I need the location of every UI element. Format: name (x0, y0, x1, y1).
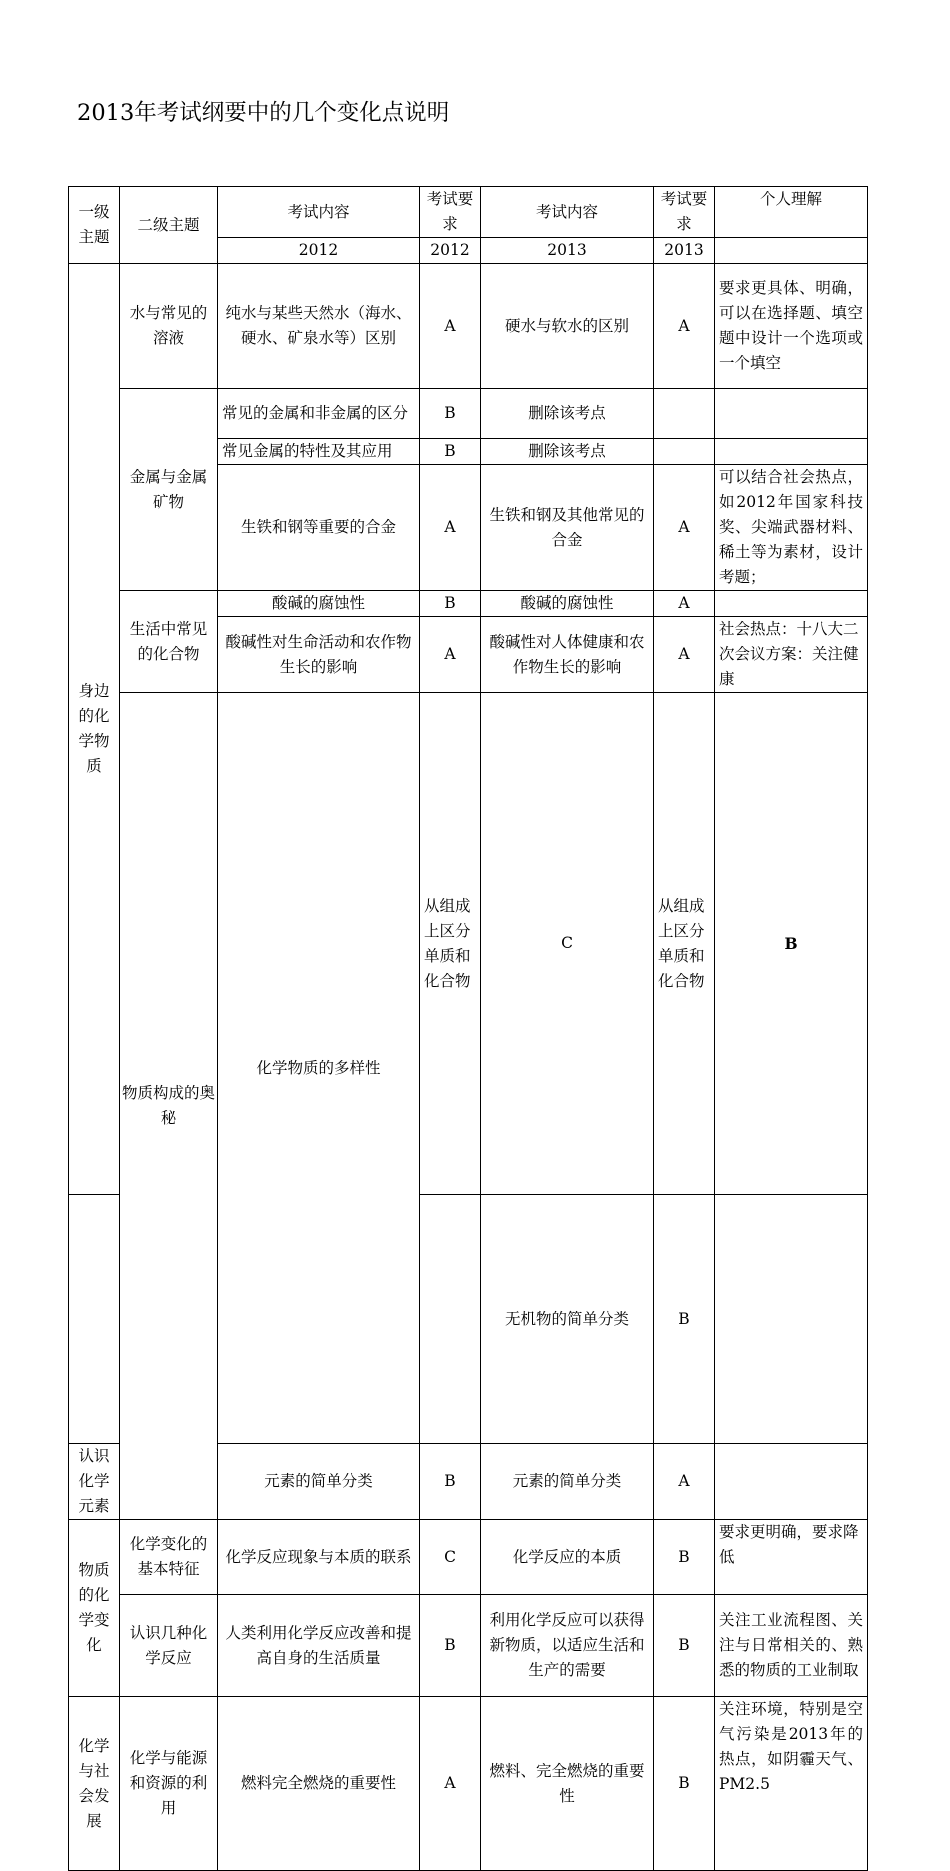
header-content-2013: 考试内容 (481, 187, 654, 238)
requirement-2012-cell: C (481, 693, 654, 1195)
requirement-2013-cell: A (654, 591, 715, 617)
header-personal-understanding: 个人理解 (715, 187, 868, 238)
requirement-2013-cell: B (654, 1595, 715, 1697)
table-row (69, 264, 868, 389)
header-year-requirement-2013: 2013 (654, 238, 715, 264)
content-2012-cell: 酸碱性对生命活动和农作物生长的影响 (218, 617, 420, 693)
secondary-topic-cell: 化学物质的多样性 (218, 693, 420, 1444)
header-year-blank (715, 238, 868, 264)
note-cell: 可以结合社会热点，如2012年国家科技奖、尖端武器材料、稀土等为素材，设计考题； (715, 465, 868, 591)
requirement-2013-cell: A (654, 264, 715, 389)
header-year-content-2012: 2012 (218, 238, 420, 264)
header-year-content-2013: 2013 (481, 238, 654, 264)
secondary-topic-cell: 化学变化的基本特征 (120, 1520, 218, 1595)
requirement-2013-cell: A (654, 617, 715, 693)
note-cell (715, 389, 868, 439)
requirement-2013-cell: A (654, 465, 715, 591)
content-2013-cell: 化学反应的本质 (481, 1520, 654, 1595)
content-2013-cell: 删除该考点 (481, 439, 654, 465)
header-secondary-topic: 二级主题 (120, 187, 218, 264)
note-cell: 要求更明确，要求降低 (715, 1520, 868, 1595)
header-primary-topic: 一级主题 (69, 187, 120, 264)
header-requirement-2013: 考试要求 (654, 187, 715, 238)
header-requirement-2012: 考试要求 (420, 187, 481, 238)
requirement-2012-cell: C (420, 1520, 481, 1595)
requirement-2013-cell: B (654, 1195, 715, 1444)
content-2012-cell: 元素的简单分类 (218, 1444, 420, 1520)
content-2013-cell: 燃料、完全燃烧的重要性 (481, 1697, 654, 1871)
content-2013-cell: 无机物的简单分类 (481, 1195, 654, 1444)
requirement-2013-cell: B (654, 1520, 715, 1595)
table-row (69, 1697, 868, 1871)
requirement-2012-cell: B (420, 1444, 481, 1520)
header-year-requirement-2012: 2012 (420, 238, 481, 264)
table-row (69, 693, 868, 1195)
content-2013-cell: 酸碱性对人体健康和农作物生长的影响 (481, 617, 654, 693)
requirement-2012-cell: A (420, 465, 481, 591)
secondary-topic-cell: 化学与能源和资源的利用 (120, 1697, 218, 1871)
content-2013-cell: 删除该考点 (481, 389, 654, 439)
note-cell (715, 439, 868, 465)
content-2012-cell: 常见金属的特性及其应用 (218, 439, 420, 465)
header-row (69, 187, 868, 238)
content-2013-cell: 生铁和钢及其他常见的合金 (481, 465, 654, 591)
content-2013-cell: 利用化学反应可以获得新物质，以适应生活和生产的需要 (481, 1595, 654, 1697)
content-2012-cell: 酸碱的腐蚀性 (218, 591, 420, 617)
content-2013-cell: 硬水与软水的区别 (481, 264, 654, 389)
note-cell: 社会热点：十八大二次会议方案：关注健康 (715, 617, 868, 693)
primary-topic-cell: 化学与社会发展 (69, 1697, 120, 1871)
requirement-2013-cell: A (654, 1444, 715, 1520)
requirement-2012-cell: A (420, 617, 481, 693)
content-2013-cell: 元素的简单分类 (481, 1444, 654, 1520)
note-cell (715, 1444, 868, 1520)
content-2013-cell: 从组成上区分单质和化合物 (654, 693, 715, 1195)
content-2012-cell: 人类利用化学反应改善和提高自身的生活质量 (218, 1595, 420, 1697)
table-row (69, 1595, 868, 1697)
secondary-topic-cell: 水与常见的溶液 (120, 264, 218, 389)
note-cell: 要求更具体、明确，可以在选择题、填空题中设计一个选项或一个填空 (715, 264, 868, 389)
primary-topic-cell: 物质的化学变化 (69, 1520, 120, 1697)
secondary-topic-cell: 认识化学元素 (69, 1444, 120, 1520)
secondary-topic-cell: 生活中常见的化合物 (120, 591, 218, 693)
note-cell (715, 591, 868, 617)
requirement-2013-cell (654, 439, 715, 465)
table-row (69, 389, 868, 439)
table-row (69, 591, 868, 617)
syllabus-changes-table (68, 186, 868, 1871)
requirement-2013-cell: B (715, 693, 868, 1195)
requirement-2012-cell: A (420, 264, 481, 389)
content-2013-cell: 酸碱的腐蚀性 (481, 591, 654, 617)
content-2012-cell (69, 1195, 120, 1444)
note-cell: 关注工业流程图、关注与日常相关的、熟悉的物质的工业制取 (715, 1595, 868, 1697)
secondary-topic-cell: 认识几种化学反应 (120, 1595, 218, 1697)
page-title: 2013年考试纲要中的几个变化点说明 (77, 100, 450, 126)
header-content-2012: 考试内容 (218, 187, 420, 238)
requirement-2012-cell (420, 1195, 481, 1444)
primary-topic-cell: 身边的化学物质 (69, 264, 120, 1195)
content-2012-cell: 化学反应现象与本质的联系 (218, 1520, 420, 1595)
note-cell: 关注环境，特别是空气污染是2013年的热点，如阴霾天气、PM2.5 (715, 1697, 868, 1871)
requirement-2012-cell: B (420, 1595, 481, 1697)
content-2012-cell: 常见的金属和非金属的区分 (218, 389, 420, 439)
table-row (69, 1520, 868, 1595)
content-2012-cell: 生铁和钢等重要的合金 (218, 465, 420, 591)
requirement-2013-cell: B (654, 1697, 715, 1871)
content-2012-cell: 纯水与某些天然水（海水、硬水、矿泉水等）区别 (218, 264, 420, 389)
requirement-2013-cell (654, 389, 715, 439)
requirement-2012-cell: B (420, 439, 481, 465)
requirement-2012-cell: B (420, 591, 481, 617)
secondary-topic-cell: 金属与金属矿物 (120, 389, 218, 591)
content-2012-cell: 从组成上区分单质和化合物 (420, 693, 481, 1195)
primary-topic-cell: 物质构成的奥秘 (120, 693, 218, 1520)
requirement-2012-cell: A (420, 1697, 481, 1871)
requirement-2012-cell: B (420, 389, 481, 439)
content-2012-cell: 燃料完全燃烧的重要性 (218, 1697, 420, 1871)
